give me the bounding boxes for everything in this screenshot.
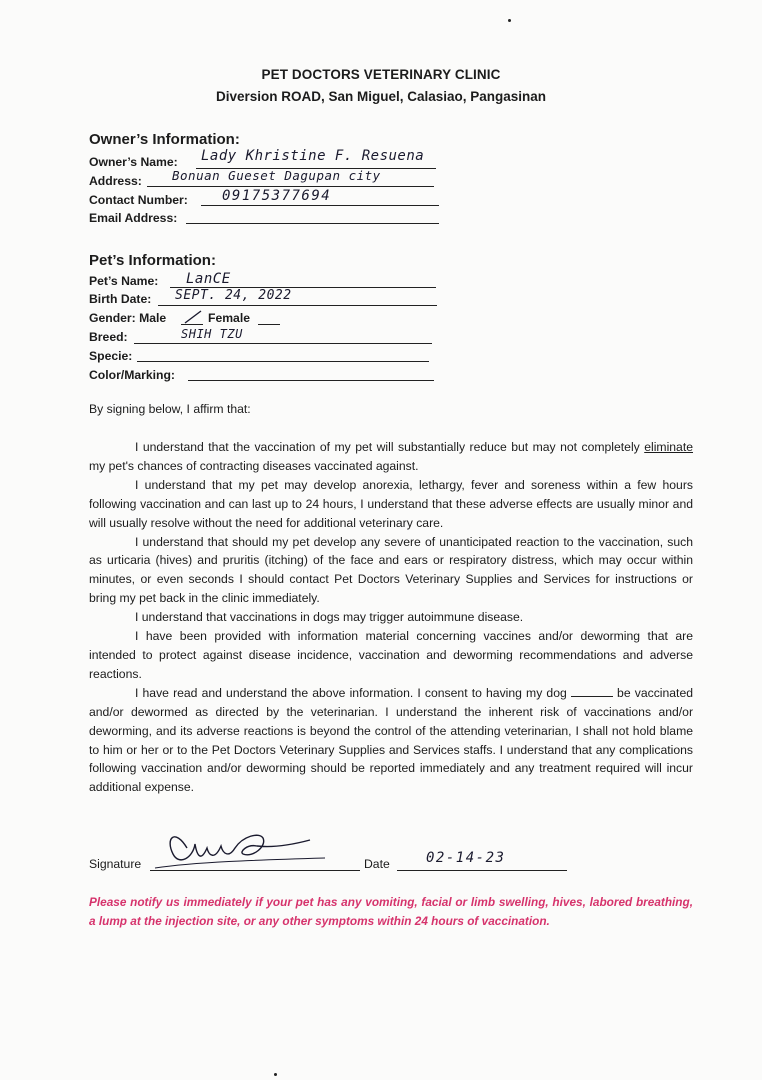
date-label: Date — [364, 857, 390, 871]
breed-value[interactable]: SHIH TZU — [181, 327, 243, 341]
dog-name-blank[interactable] — [571, 686, 613, 697]
owner-name-value[interactable]: Lady Khristine F. Resuena — [201, 148, 425, 164]
owner-section-title: Owner’s Information: — [89, 131, 240, 148]
owner-address-line — [147, 186, 434, 187]
pet-name-label: Pet’s Name: — [89, 274, 159, 288]
email-label: Email Address: — [89, 211, 178, 225]
gender-female-blank[interactable] — [258, 324, 280, 325]
specie-line[interactable] — [137, 361, 429, 362]
clinic-header — [0, 64, 762, 108]
birth-date-line — [158, 305, 437, 306]
clinic-name: PET DOCTORS VETERINARY CLINIC — [261, 67, 501, 82]
notice-text: Please notify us immediately if your pet has any vomiting, facial or limb swelling, hives, labored breathing, a lump at the injection site, or any other symptoms within 24 hours of vaccination. — [89, 895, 693, 928]
contact-number-value[interactable]: 09175377694 — [222, 188, 332, 204]
consent-paragraph-6: I have read and understand the above information. I consent to having my dog be vaccinated and/or dewormed as directed by the veterinarian. I understand the inherent risk of vaccinations and/or deworming, and its adverse reactions is beyond the control of the attending veterinarian, I shall not hold blame to him or her or to the Pet Doctors Veterinary Supplies and Services staffs. I understand that any complications following vaccination and/or deworming should be reported immediately and any treatment required will incur additional expense. — [89, 685, 693, 795]
consent-paragraph-5: I have been provided with information material concerning vaccines and/or deworming that are intended to protect against disease incidence, vaccination and deworming recommendations and adverse reactions. — [89, 629, 693, 681]
consent-paragraph-4: I understand that vaccinations in dogs may trigger autoimmune disease. — [135, 610, 524, 625]
breed-line — [134, 343, 432, 344]
scan-speck — [508, 19, 511, 22]
birth-date-label: Birth Date: — [89, 292, 152, 306]
date-line — [397, 870, 567, 871]
date-value[interactable]: 02-14-23 — [426, 850, 506, 866]
pet-section-title: Pet’s Information: — [89, 252, 216, 269]
breed-label: Breed: — [89, 330, 128, 344]
clinic-address: Diversion ROAD, San Miguel, Calasiao, Pangasinan — [215, 89, 547, 104]
consent-body — [89, 438, 693, 797]
pet-name-value[interactable]: LanCE — [186, 271, 231, 287]
scan-speck — [274, 1073, 277, 1076]
signature-label: Signature — [89, 857, 142, 871]
consent-paragraph-3: I understand that should my pet develop any severe of unanticipated reaction to the vaccination, such as urticaria (hives) and pruritis (itching) of the face and ears or respiratory distress, which may occur within minutes, or even seconds I should contact Pet Doctors Veterinary Supplies and Services for instructions or bring my pet back in the clinic immediately. — [89, 534, 693, 606]
color-marking-line[interactable] — [188, 380, 434, 381]
signature-scribble[interactable] — [135, 818, 335, 878]
contact-number-label: Contact Number: — [89, 193, 188, 207]
consent-paragraph-1: I understand that the vaccination of my pet will substantially reduce but may not completely eliminate my pet's chances of contracting diseases vaccinated against. — [89, 440, 693, 473]
gender-female-label: Female — [208, 311, 251, 325]
owner-address-label: Address: — [89, 174, 142, 188]
email-line[interactable] — [186, 223, 439, 224]
contact-number-line — [201, 205, 439, 206]
owner-address-value[interactable]: Bonuan Gueset Dagupan city — [172, 168, 381, 183]
specie-label: Specie: — [89, 349, 133, 363]
male-check-mark[interactable] — [183, 309, 205, 325]
owner-name-label: Owner’s Name: — [89, 155, 178, 169]
consent-paragraph-2: I understand that my pet may develop anorexia, lethargy, fever and soreness within a few hours following vaccination and can last up to 24 hours, I understand that these adverse effects are usually minor and will usually resolve without the need for additional veterinary care. — [89, 477, 693, 530]
affirm-intro: By signing below, I affirm that: — [89, 402, 251, 416]
gender-label: Gender: Male — [89, 311, 167, 325]
birth-date-value[interactable]: SEPT. 24, 2022 — [175, 288, 292, 303]
color-marking-label: Color/Marking: — [89, 368, 175, 382]
